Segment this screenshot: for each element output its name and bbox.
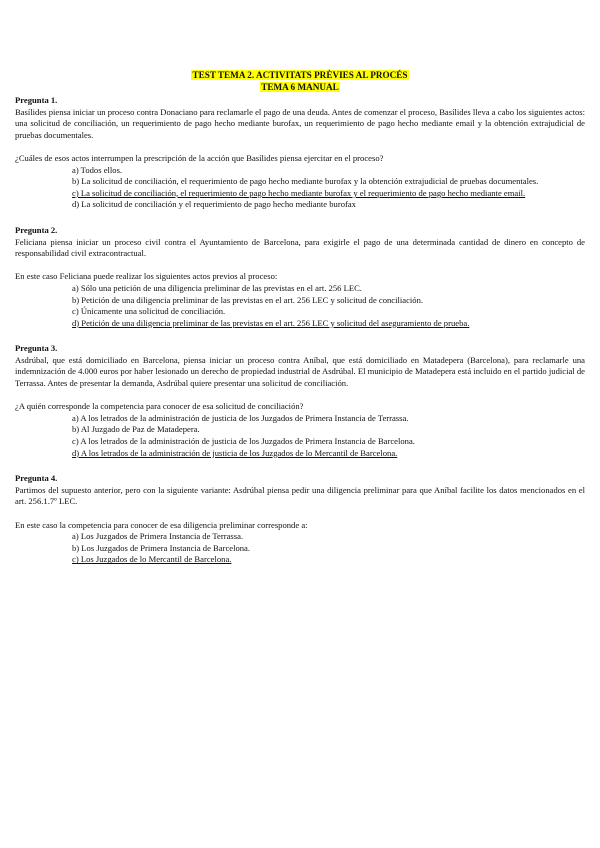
question-label: Pregunta 1. [15,95,58,105]
question-prompt: ¿Cuáles de esos actos interrumpen la prescripción de la acción que Basílides piensa ejercitar en el proceso? [15,152,384,163]
question-label: Pregunta 4. [15,473,58,484]
question-statement: Feliciana piensa iniciar un proceso civil contra el Ayuntamiento de Barcelona, para exigirle el pago de una determinada cantidad de dinero en concepto de responsabilidad civil extracontractual. [15,236,585,259]
question-prompt: ¿A quién corresponde la competencia para conocer de esa solicitud de conciliación? [15,401,304,412]
answer-option: b) Al Juzgado de Paz de Matadepera. [72,424,200,435]
answer-option: c) A los letrados de la administración de justicia de los Juzgados de Primera Instancia de Barcelona. [72,436,415,447]
answer-option: a) Sólo una petición de una diligencia preliminar de las previstas en el art. 256 LEC. [72,282,362,293]
answer-option: b) La solicitud de conciliación, el requerimiento de pago hecho mediante burofax y la obtención extrajudicial de pruebas documentales. [72,176,539,187]
answer-option-correct: d) Petición de una diligencia preliminar de las previstas en el art. 256 LEC y solicitud del aseguramiento de prueba. [72,317,470,328]
answer-option: b) Petición de una diligencia preliminar de las previstas en el art. 256 LEC y solicitud de conciliación. [72,294,424,305]
question-block [15,343,585,459]
document-title [15,70,585,93]
answer-option: c) Únicamente una solicitud de conciliación. [72,306,226,317]
answer-option: a) Todos ellos. [72,164,123,175]
answer-options [72,283,585,329]
spacer [15,508,585,520]
question-label: Pregunta 3. [15,343,58,354]
answer-option: a) Los Juzgados de Primera Instancia de Terrassa. [72,531,244,542]
answer-option-correct: d) A los letrados de la administración de justicia de los Juzgados de lo Mercantil de Barcelona. [72,447,398,458]
question-prompt: En este caso Feliciana puede realizar los siguientes actos previos al proceso: [15,271,278,282]
answer-options [72,165,585,211]
document-page [15,70,585,566]
question-prompt: En este caso la competencia para conocer de esa diligencia preliminar corresponde a: [15,519,308,530]
title-line-2: TEMA 6 MANUAL [261,81,339,92]
answer-option: a) A los letrados de la administración de justicia de los Juzgados de Primera Instancia de Terrassa. [72,412,409,423]
question-statement: Asdrúbal, que está domiciliado en Barcelona, piensa iniciar un proceso contra Aníbal, que está domiciliado en Matadepera (Barcelona), para reclamarle una indemnización de 4.000 euros por haber lesionado un derecho de propiedad industrial de Asdrúbal. El municipio de Matadepera está incluido en el partido judicial de Terrassa. Antes de presentar la demanda, Asdrúbal quiere presentar una solicitud de conciliación. [15,354,585,389]
spacer [15,260,585,272]
question-block [15,95,585,211]
answer-option: b) Los Juzgados de Primera Instancia de Barcelona. [72,542,251,553]
question-block [15,225,585,329]
title-line-1: TEST TEMA 2. ACTIVITATS PRÈVIES AL PROCÉS [192,70,408,80]
answer-option: d) La solicitud de conciliación y el requerimiento de pago hecho mediante burofax [72,199,356,210]
spacer [15,390,585,402]
answer-option-correct: c) La solicitud de conciliación, el requerimiento de pago hecho mediante burofax y el requerimiento de pago hecho mediante email. [72,187,526,198]
answer-options [72,531,585,566]
question-statement: Basílides piensa iniciar un proceso contra Donaciano para reclamarle el pago de una deuda. Antes de comenzar el proceso, Basílides lleva a cabo los siguientes actos: una solicitud de conciliación, un requerimiento de pago hecho mediante burofax, un requerimiento de pago hecho mediante email y la obtención extrajudicial de pruebas documentales. [15,106,585,140]
questions-list [15,95,585,566]
question-statement: Partimos del supuesto anterior, pero con la siguiente variante: Asdrúbal piensa pedir una diligencia preliminar para que Aníbal facilite los datos mencionados en el art. 256.1.7º LEC. [15,484,585,507]
spacer [15,141,585,153]
answer-options [72,413,585,459]
question-block [15,473,585,566]
question-label: Pregunta 2. [15,224,58,235]
answer-option-correct: c) Los Juzgados de lo Mercantil de Barcelona. [72,554,232,565]
